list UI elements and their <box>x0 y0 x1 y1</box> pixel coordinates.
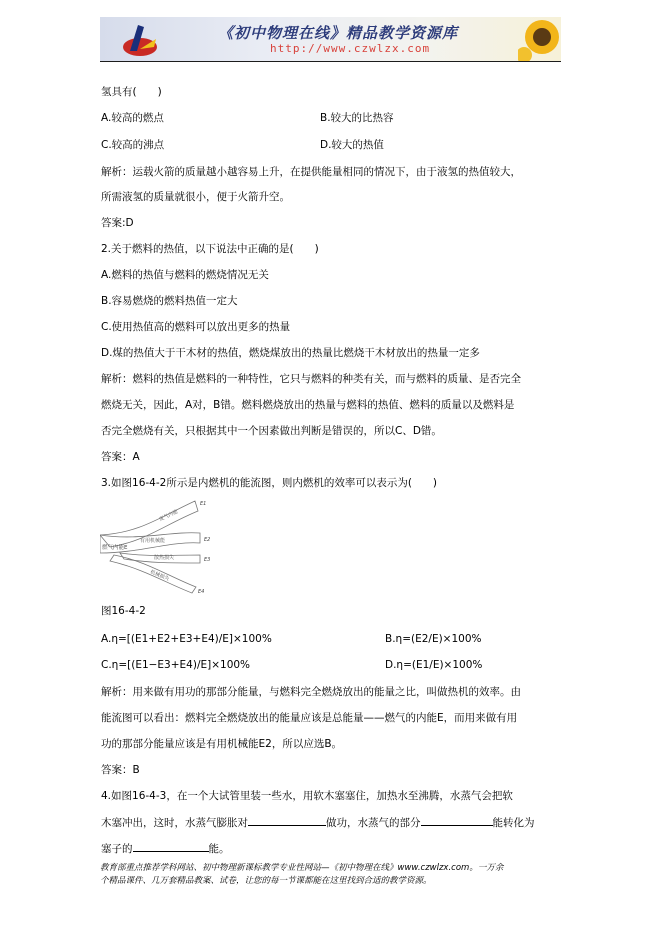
q3-option-b: B.η=(E2/E)×100% <box>385 633 482 645</box>
q3-analysis-line-1: 解析：用来做有用功的那部分能量，与燃料完全燃烧放出的能量之比，叫做热机的效率。由 <box>101 686 521 698</box>
diagram-output-e2: E2 <box>204 537 211 543</box>
diagram-input-label: 燃气内能E <box>102 545 128 551</box>
diagram-branch-label-4: 机械损失 <box>149 569 171 583</box>
header-banner <box>100 17 561 62</box>
q2-option-d: D.煤的热值大于干木材的热值，燃烧煤放出的热量比燃烧干木材放出的热量一定多 <box>101 347 480 359</box>
site-logo-icon <box>120 21 160 59</box>
diagram-output-e4: E4 <box>198 589 205 595</box>
q3-figure-caption: 图16-4-2 <box>101 605 146 617</box>
diagram-output-e1: E1 <box>200 501 207 507</box>
energy-flow-diagram <box>100 497 218 595</box>
q3-stem: 3.如图16-4-2所示是内燃机的能流图，则内燃机的效率可以表示为( ) <box>101 477 438 489</box>
q4-text-part-1: 木塞冲出，这时，水蒸气膨胀对 <box>101 817 248 829</box>
q2-analysis-line-3: 否完全燃烧有关，只根据其中一个因素做出判断是错误的，所以C、D错。 <box>101 425 442 437</box>
q2-option-b: B.容易燃烧的燃料热值一定大 <box>101 295 238 307</box>
q3-option-d: D.η=(E1/E)×100% <box>385 659 483 671</box>
q4-blank-1[interactable] <box>248 815 326 826</box>
q1-analysis-line-2: 所需液氢的质量就很小，便于火箭升空。 <box>101 191 290 203</box>
diagram-output-e3: E3 <box>204 557 211 563</box>
q4-stem-line-3 <box>101 841 230 856</box>
q1-option-a: A.较高的燃点 <box>101 112 164 124</box>
q3-analysis-line-3: 功的那部分能量应该是有用机械能E2，所以应选B。 <box>101 738 343 750</box>
q1-answer: 答案:D <box>101 217 134 229</box>
banner-title: 《初中物理在线》精品教学资源库 <box>218 24 459 42</box>
banner-url: http://www.czwlzx.com <box>270 42 431 55</box>
q2-option-a: A.燃料的热值与燃料的燃烧情况无关 <box>101 269 269 281</box>
sunflower-icon <box>518 17 561 61</box>
q3-option-a: A.η=[(E1+E2+E3+E4)/E]×100% <box>101 633 272 645</box>
q4-text-part-5: 能。 <box>208 843 230 855</box>
q4-text-part-3: 能转化为 <box>492 817 535 829</box>
q2-stem: 2.关于燃料的热值，以下说法中正确的是( ) <box>101 243 319 255</box>
q1-option-b: B.较大的比热容 <box>320 112 394 124</box>
q4-text-part-4: 塞子的 <box>101 843 133 855</box>
footer-line-1: 教育部重点推荐学科网站、初中物理新课标教学专业性网站—《初中物理在线》www.czwlzx.com。一万余 <box>100 863 504 873</box>
diagram-branch-label-3: 散热损失 <box>154 555 175 561</box>
q2-analysis-line-2: 燃烧无关，因此，A对，B错。燃料燃烧放出的热量与燃料的热值、燃料的质量以及燃料是 <box>101 399 515 411</box>
diagram-branch-label-1: 废气内能 <box>158 508 179 523</box>
q3-option-c: C.η=[(E1−E3+E4)/E]×100% <box>101 659 251 671</box>
q2-analysis-line-1: 解析：燃料的热值是燃料的一种特性，它只与燃料的种类有关，而与燃料的质量、是否完全 <box>101 373 521 385</box>
q1-option-c: C.较高的沸点 <box>101 139 165 151</box>
diagram-branch-label-2: 有用机械能 <box>140 538 166 544</box>
q4-text-part-2: 做功，水蒸气的部分 <box>326 817 421 829</box>
footer-line-2: 个精品课件、几万套精品教案、试卷，让您的每一节课都能在这里找到合适的教学资源。 <box>100 876 432 886</box>
q1-option-d: D.较大的热值 <box>320 139 384 151</box>
q2-option-c: C.使用热值高的燃料可以放出更多的热量 <box>101 321 291 333</box>
q3-answer: 答案：B <box>101 764 140 776</box>
q4-blank-2[interactable] <box>421 815 493 826</box>
q1-analysis-line-1: 解析：运载火箭的质量越小越容易上升，在提供能量相同的情况下，由于液氢的热值较大， <box>101 166 521 178</box>
q4-stem-line-1: 4.如图16-4-3，在一个大试管里装一些水，用软木塞塞住，加热水至沸腾，水蒸气会把软 <box>101 790 513 802</box>
q2-answer: 答案：A <box>101 451 140 463</box>
q4-blank-3[interactable] <box>133 841 209 852</box>
q3-analysis-line-2: 能流图可以看出：燃料完全燃烧放出的能量应该是总能量——燃气的内能E，而用来做有用 <box>101 712 518 724</box>
q4-stem-line-2 <box>101 815 535 830</box>
q1-stem: 氢具有( ) <box>101 86 162 98</box>
